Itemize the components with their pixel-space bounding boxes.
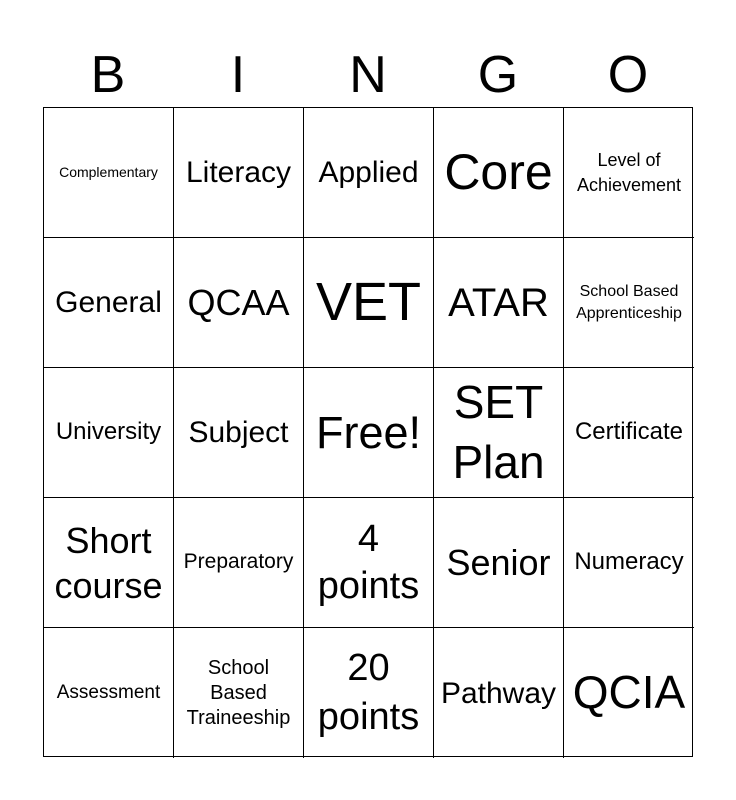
cell-label: Level of Achievement (576, 150, 682, 195)
bingo-cell[interactable] (174, 108, 304, 238)
cell-label: Complementary (59, 163, 158, 180)
bingo-cell[interactable] (304, 108, 434, 238)
cell-label: ATAR (448, 280, 549, 325)
header-letter-i: I (230, 46, 246, 104)
bingo-board (43, 107, 693, 757)
cell-label: Pathway (440, 676, 557, 710)
bingo-cell[interactable] (44, 368, 174, 498)
bingo-cell[interactable] (304, 628, 434, 758)
cell-label: School Based Apprenticeship (576, 282, 682, 322)
cell-label: Numeracy (574, 548, 684, 576)
cell-label: VET (315, 271, 422, 332)
bingo-cell[interactable] (304, 238, 434, 368)
bingo-cell[interactable] (174, 628, 304, 758)
bingo-cell[interactable] (434, 238, 564, 368)
bingo-cell[interactable] (304, 498, 434, 628)
bingo-cell[interactable] (434, 108, 564, 238)
bingo-cell[interactable] (44, 628, 174, 758)
bingo-cell[interactable] (434, 368, 564, 498)
header-letter-g: G (477, 46, 519, 104)
bingo-cell[interactable] (44, 498, 174, 628)
cell-label: 20 points (317, 646, 420, 738)
cell-label: General (55, 286, 162, 319)
cell-label: QCAA (187, 281, 290, 323)
cell-label: Assessment (56, 682, 161, 704)
bingo-cell[interactable] (564, 108, 694, 238)
bingo-cell[interactable] (44, 108, 174, 238)
cell-label: Senior (446, 541, 551, 583)
bingo-cell[interactable] (174, 368, 304, 498)
bingo-cell[interactable] (564, 368, 694, 498)
bingo-cell[interactable] (564, 238, 694, 368)
bingo-cell[interactable] (174, 238, 304, 368)
header-letter-o: O (607, 46, 649, 104)
cell-label: 4 points (317, 518, 420, 607)
bingo-cell[interactable] (434, 498, 564, 628)
cell-label: Short course (54, 519, 163, 606)
cell-label: QCIA (572, 666, 686, 719)
header-letter-n: N (349, 46, 387, 104)
free-space-cell[interactable] (304, 368, 434, 498)
bingo-cell[interactable] (564, 498, 694, 628)
bingo-cell[interactable] (174, 498, 304, 628)
cell-label: Applied (318, 156, 419, 189)
cell-label: School Based Traineeship (186, 656, 291, 729)
cell-label: Core (444, 144, 553, 200)
cell-label: SET Plan (452, 375, 545, 488)
cell-label: Subject (188, 416, 289, 449)
bingo-cell[interactable] (44, 238, 174, 368)
cell-label: University (55, 418, 162, 446)
bingo-cell[interactable] (564, 628, 694, 758)
header-letter-b: B (90, 46, 126, 104)
cell-label: Certificate (574, 418, 684, 446)
bingo-header (43, 42, 693, 108)
cell-label: Free! (315, 406, 422, 458)
cell-label: Literacy (185, 156, 292, 189)
bingo-cell[interactable] (434, 628, 564, 758)
cell-label: Preparatory (183, 550, 294, 574)
